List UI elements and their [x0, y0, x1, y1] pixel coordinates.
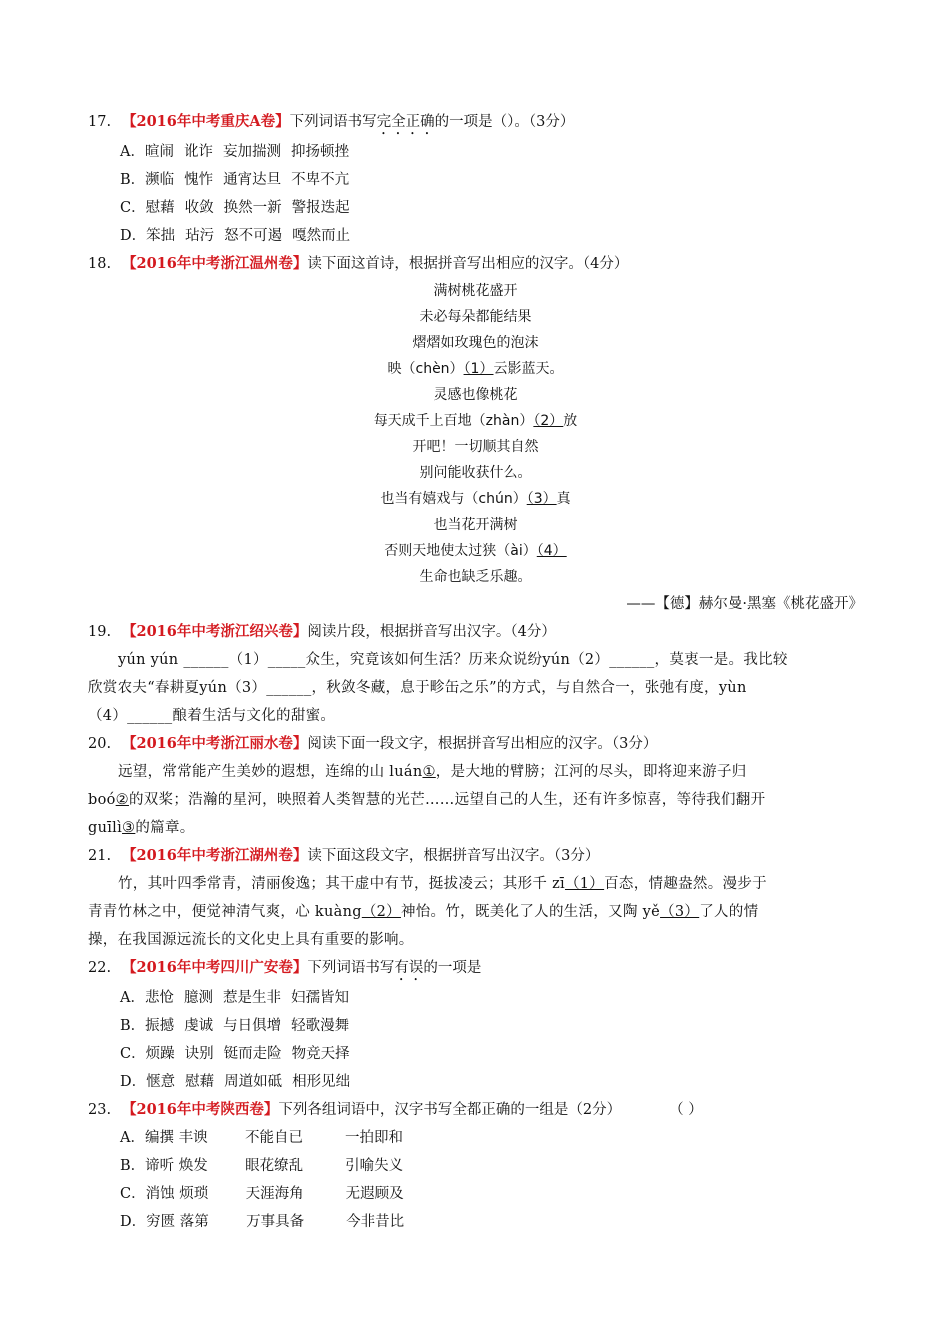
poem-text: 云影蓝天。 — [493, 361, 564, 377]
poem-attribution: ——【德】赫尔曼·黑塞《桃花盛开》 — [626, 596, 863, 612]
option-label: D． — [120, 1214, 147, 1230]
option-word: 抑扬顿挫 — [290, 144, 349, 160]
passage-20 — [88, 758, 863, 842]
poem-text: 映（chèn） — [387, 361, 464, 377]
option-label: A． — [120, 144, 145, 160]
option-word: 濒临 — [145, 172, 175, 188]
passage-text: 青青竹林之中，便觉神清气爽，心 kuàng — [88, 904, 362, 920]
poem — [88, 278, 863, 590]
option-word: 愧怍 — [184, 172, 214, 188]
question-number: 21. — [88, 848, 112, 864]
option-word: 慰藉 — [145, 200, 175, 216]
question-source: 【2016年中考重庆A卷】 — [122, 113, 290, 130]
answer-blank: （2） — [361, 904, 401, 920]
passage-21 — [88, 870, 863, 954]
option-word: 虔诚 — [184, 1018, 214, 1034]
poem-text: 也当有嬉戏与（chún） — [380, 491, 527, 507]
exam-page — [88, 108, 863, 1236]
passage-text: ，是大地的臂膀；江河的尽头，即将迎来游子归 — [435, 764, 747, 780]
question-stem: 下列词语书写 — [289, 114, 377, 130]
poem-line: 开吧！一切顺其自然 — [412, 439, 539, 455]
option-word: 天涯海角 — [245, 1186, 304, 1202]
question-source: 【2016年中考浙江丽水卷】 — [122, 735, 308, 752]
question-stem: 下列各组词语中，汉字书写全都正确的一组是（2分） — [278, 1102, 622, 1118]
option-word: 慰藉 — [185, 1074, 215, 1090]
option-d — [88, 1068, 863, 1096]
option-word: 烦躁 — [145, 1046, 175, 1062]
option-word: 今非昔比 — [346, 1214, 405, 1230]
passage-line — [88, 870, 863, 898]
question-stem: 阅读片段，根据拼音写出汉字。（4分） — [307, 624, 556, 640]
passage-line: 欣赏农夫“春耕夏yún（3）______，秋敛冬藏，息于畛缶之乐”的方式，与自然合一，张弛有度，yùn — [88, 680, 747, 696]
poem-line: 灵感也像桃花 — [433, 387, 518, 403]
question-stem-tail: 的一项是（）。（3分） — [434, 114, 575, 130]
passage-text: boó — [88, 792, 116, 808]
option-label: C． — [120, 200, 146, 216]
option-word: 铤而走险 — [223, 1046, 282, 1062]
option-word: 换然一新 — [223, 200, 282, 216]
emphasis-text: 完全正确 — [376, 114, 435, 130]
passage-text: 竹，其叶四季常青，清丽俊逸；其干虚中有节，挺拔凌云；其形千 zī — [118, 876, 565, 892]
poem-line — [88, 538, 863, 564]
question-number: 19. — [88, 624, 112, 640]
option-b — [88, 1012, 863, 1040]
poem-line: 也当花开满树 — [433, 517, 518, 533]
question-stem: 阅读下面一段文字，根据拼音写出相应的汉字。（3分） — [307, 736, 658, 752]
option-word: 消蚀 烦琐 — [145, 1186, 209, 1202]
option-c — [88, 1180, 863, 1208]
option-word: 物竞天择 — [291, 1046, 350, 1062]
poem-line: 生命也缺乏乐趣。 — [419, 569, 532, 585]
option-word: 无遐顾及 — [345, 1186, 404, 1202]
option-word: 诀别 — [184, 1046, 214, 1062]
question-stem: 下列词语书写 — [307, 960, 395, 976]
question-18 — [88, 250, 863, 278]
answer-blank: （4） — [536, 543, 567, 559]
option-label: A． — [120, 990, 145, 1006]
passage-text: 神怡。竹，既美化了人的生活，又陶 yě — [400, 904, 661, 920]
poem-line: 未必每朵都能结果 — [419, 309, 532, 325]
answer-paren: （ ） — [669, 1102, 703, 1118]
option-word: 玷污 — [185, 228, 215, 244]
answer-blank: （2） — [533, 413, 564, 429]
question-source: 【2016年中考浙江绍兴卷】 — [122, 623, 308, 640]
options-22 — [88, 984, 863, 1096]
option-b — [88, 166, 863, 194]
answer-blank: ① — [422, 764, 436, 780]
option-word: 妄加揣测 — [222, 144, 281, 160]
passage-line — [88, 786, 863, 814]
passage-line: yún yún ______（1）_____众生，究竟该如何生活？历来众说纷yún（2）______，莫衷一是。我比较 — [118, 652, 788, 668]
passage-19 — [88, 646, 863, 730]
option-word: 引喻失义 — [345, 1158, 404, 1174]
option-word: 惬意 — [146, 1074, 176, 1090]
poem-line — [88, 408, 863, 434]
passage-text: 远望，常常能产生美妙的遐想，连绵的山 luán — [118, 764, 423, 780]
option-word: 一拍即和 — [344, 1130, 403, 1146]
poem-line: 满树桃花盛开 — [433, 283, 518, 299]
passage-line — [88, 758, 863, 786]
option-a — [88, 984, 863, 1012]
question-number: 18. — [88, 256, 112, 272]
question-21 — [88, 842, 863, 870]
passage-text: 的双桨；浩瀚的星河，映照着人类智慧的光芒……远望自己的人生，还有许多惊喜，等待我们翻开 — [128, 792, 766, 808]
poem-line — [88, 356, 863, 382]
option-word: 眼花缭乱 — [245, 1158, 304, 1174]
option-label: A． — [120, 1130, 145, 1146]
answer-blank: ② — [115, 792, 129, 808]
poem-text: 否则天地使太过狭（ài） — [384, 543, 537, 559]
question-20 — [88, 730, 863, 758]
option-word: 不能自已 — [244, 1130, 303, 1146]
answer-blank: （1） — [564, 876, 605, 892]
passage-text: 了人的情 — [699, 904, 759, 920]
question-source: 【2016年中考四川广安卷】 — [122, 959, 308, 976]
option-word: 怒不可遏 — [224, 228, 283, 244]
question-22 — [88, 954, 863, 984]
option-a — [88, 1124, 863, 1152]
poem-text: 每天成千上百地（zhàn） — [373, 413, 534, 429]
option-label: B． — [120, 172, 146, 188]
option-label: D． — [120, 1074, 147, 1090]
option-word: 万事具备 — [246, 1214, 305, 1230]
options-23 — [88, 1124, 863, 1236]
poem-line: 熠熠如玫瑰色的泡沫 — [412, 335, 539, 351]
emphasis-text: 有误 — [394, 960, 424, 976]
passage-text: 的篇章。 — [135, 820, 195, 836]
question-number: 22. — [88, 960, 112, 976]
option-c — [88, 1040, 863, 1068]
poem-line — [88, 486, 863, 512]
question-source: 【2016年中考陕西卷】 — [122, 1101, 279, 1118]
question-source: 【2016年中考浙江温州卷】 — [122, 255, 308, 272]
passage-line — [88, 814, 863, 842]
question-23 — [88, 1096, 863, 1124]
passage-line: （4）______酿着生活与文化的甜蜜。 — [88, 708, 336, 724]
answer-blank: （1） — [463, 361, 494, 377]
answer-blank: ③ — [122, 820, 136, 836]
passage-line: 操，在我国源远流长的文化史上具有重要的影响。 — [88, 932, 414, 948]
option-word: 笨拙 — [146, 228, 176, 244]
question-19 — [88, 618, 863, 646]
option-word: 谛听 焕发 — [145, 1158, 208, 1174]
option-word: 轻歌漫舞 — [291, 1018, 350, 1034]
option-d — [88, 1208, 863, 1236]
poem-text: 放 — [563, 413, 578, 429]
poem-text: 真 — [556, 491, 571, 507]
option-word: 振撼 — [145, 1018, 175, 1034]
option-a — [88, 138, 863, 166]
option-word: 警报迭起 — [291, 200, 350, 216]
option-word: 惹是生非 — [222, 990, 281, 1006]
option-d — [88, 222, 863, 250]
passage-text: 百态，情趣盎然。漫步于 — [604, 876, 767, 892]
option-word: 暄闹 — [144, 144, 174, 160]
option-word: 周道如砥 — [224, 1074, 283, 1090]
option-word: 穷匮 落第 — [146, 1214, 209, 1230]
answer-blank: （3） — [526, 491, 557, 507]
option-word: 通宵达旦 — [223, 172, 282, 188]
question-stem-tail: 的一项是 — [423, 960, 482, 976]
option-word: 讹诈 — [183, 144, 213, 160]
option-word: 收敛 — [184, 200, 214, 216]
question-number: 20. — [88, 736, 112, 752]
options-17 — [88, 138, 863, 250]
option-label: C． — [120, 1186, 146, 1202]
option-word: 臆测 — [183, 990, 213, 1006]
passage-text: guīlì — [88, 820, 123, 836]
question-number: 17. — [88, 114, 112, 130]
question-stem: 读下面这首诗，根据拼音写出相应的汉字。（4分） — [307, 256, 629, 272]
option-label: B． — [120, 1018, 146, 1034]
option-word: 悲怆 — [144, 990, 174, 1006]
option-word: 妇孺皆知 — [290, 990, 349, 1006]
option-label: C． — [120, 1046, 146, 1062]
option-b — [88, 1152, 863, 1180]
option-word: 编撰 丰谀 — [144, 1130, 208, 1146]
option-word: 嘎然而止 — [292, 228, 351, 244]
answer-blank: （3） — [660, 904, 700, 920]
option-label: B． — [120, 1158, 146, 1174]
poem-line: 别问能收获什么。 — [419, 465, 532, 481]
passage-line — [88, 898, 863, 926]
question-stem: 读下面这段文字，根据拼音写出汉字。（3分） — [307, 848, 600, 864]
question-source: 【2016年中考浙江湖州卷】 — [122, 847, 308, 864]
option-word: 与日俱增 — [223, 1018, 282, 1034]
option-c — [88, 194, 863, 222]
question-number: 23. — [88, 1102, 112, 1118]
option-word: 相形见绌 — [292, 1074, 351, 1090]
option-label: D． — [120, 228, 147, 244]
question-17 — [88, 108, 863, 138]
option-word: 不卑不亢 — [291, 172, 350, 188]
